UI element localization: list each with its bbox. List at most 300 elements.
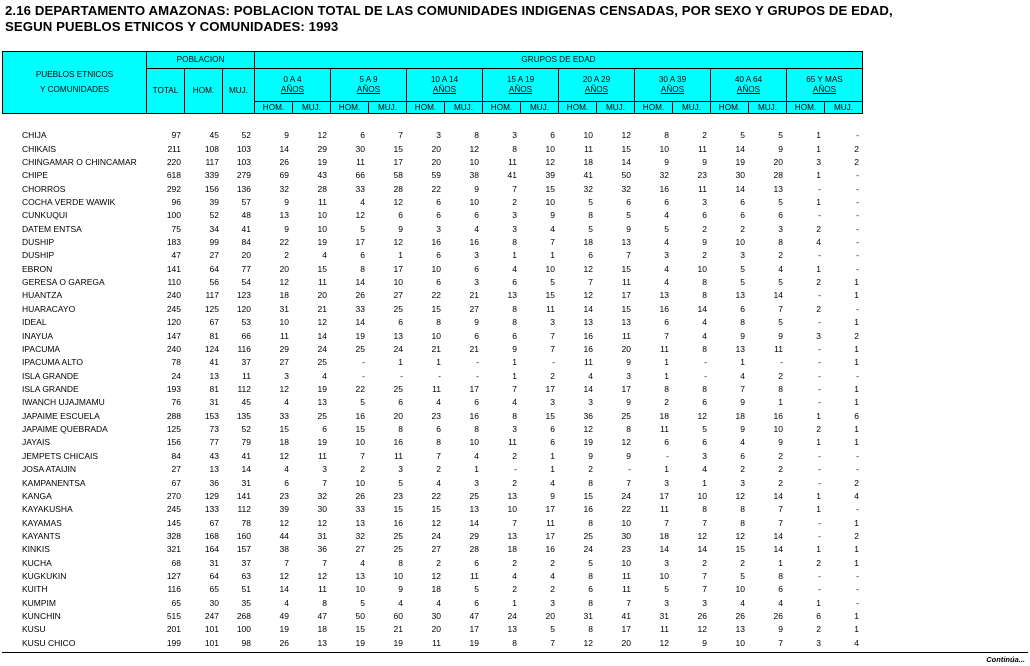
table-cell: -: [856, 237, 859, 248]
community-name: CHINGAMAR O CHINCAMAR: [22, 156, 137, 167]
table-cell: 4: [436, 397, 441, 408]
table-cell: 16: [431, 237, 441, 248]
table-cell: 15: [621, 263, 631, 274]
table-cell: 14: [355, 277, 365, 288]
table-cell: 8: [664, 130, 669, 141]
table-row: [2, 209, 862, 222]
table-cell: 11: [622, 571, 631, 582]
table-cell: 2: [512, 196, 517, 207]
table-cell: 3: [740, 477, 745, 488]
age-group-label: 15 A 19: [506, 75, 535, 84]
table-cell: 4: [360, 196, 365, 207]
table-cell: 32: [279, 183, 289, 194]
community-name: JAYAIS: [22, 437, 51, 448]
table-cell: 116: [237, 343, 251, 354]
total-header: TOTAL: [147, 69, 185, 114]
table-cell: 4: [284, 397, 289, 408]
table-cell: 43: [209, 450, 219, 461]
table-cell: 7: [550, 343, 555, 354]
table-cell: 125: [166, 424, 181, 435]
table-row: [2, 249, 862, 262]
table-cell: 8: [512, 410, 517, 421]
table-cell: 32: [659, 170, 669, 181]
table-cell: 8: [588, 477, 593, 488]
hom-sub-header: HOM.: [483, 102, 521, 114]
table-cell: 16: [583, 504, 593, 515]
table-cell: 13: [659, 290, 669, 301]
table-cell: 7: [284, 557, 289, 568]
community-name: HUANTZA: [22, 290, 63, 301]
table-cell: 17: [659, 490, 669, 501]
table-cell: 6: [360, 130, 365, 141]
table-cell: 6: [664, 437, 669, 448]
table-row: [2, 182, 862, 195]
page-title: [5, 3, 893, 35]
table-cell: 7: [588, 277, 593, 288]
table-cell: 8: [778, 571, 783, 582]
table-cell: 21: [317, 303, 327, 314]
table-cell: 5: [398, 477, 403, 488]
table-cell: 16: [469, 410, 479, 421]
table-cell: 26: [355, 490, 365, 501]
table-cell: 26: [279, 637, 289, 648]
community-name: KAYAKUSHA: [22, 504, 73, 515]
table-cell: 2: [778, 370, 783, 381]
table-cell: 18: [279, 437, 289, 448]
table-cell: 6: [550, 437, 555, 448]
table-cell: 6: [702, 210, 707, 221]
table-cell: 123: [236, 290, 251, 301]
community-name: CHIKAIS: [22, 143, 57, 154]
table-cell: 14: [583, 384, 593, 394]
table-cell: 12: [393, 196, 403, 207]
table-cell: 4: [550, 477, 555, 488]
table-cell: 23: [279, 490, 289, 501]
table-cell: 10: [659, 143, 669, 154]
table-cell: 211: [167, 143, 181, 154]
table-cell: 10: [469, 437, 479, 448]
table-cell: 16: [659, 183, 669, 194]
table-cell: 16: [773, 410, 783, 421]
community-name: KUGKUKIN: [22, 571, 67, 582]
table-cell: 41: [209, 357, 219, 368]
table-cell: 18: [317, 624, 327, 635]
table-cell: 5: [360, 397, 365, 408]
table-cell: 28: [393, 183, 403, 194]
community-name: DUSHIP: [22, 250, 55, 261]
table-cell: 11: [584, 357, 593, 368]
table-cell: 1: [816, 143, 821, 154]
table-cell: 4: [284, 597, 289, 608]
table-cell: -: [856, 183, 859, 194]
table-cell: 57: [241, 196, 251, 207]
table-cell: 117: [205, 290, 219, 301]
table-row: [2, 196, 862, 209]
table-cell: 321: [166, 544, 181, 555]
table-cell: 15: [355, 624, 365, 635]
table-cell: 13: [317, 637, 327, 648]
table-cell: 2: [854, 530, 859, 541]
table-cell: 20: [317, 290, 327, 301]
table-cell: 24: [583, 544, 593, 555]
table-cell: 3: [816, 156, 821, 167]
community-name: KAMPANENTSA: [22, 477, 86, 488]
table-cell: 36: [209, 477, 219, 488]
table-cell: 112: [237, 384, 251, 394]
table-row: [2, 610, 862, 623]
table-cell: 3: [512, 223, 517, 234]
table-cell: 13: [507, 490, 517, 501]
table-cell: 13: [507, 530, 517, 541]
age-group-header: [255, 69, 331, 102]
table-cell: 25: [317, 357, 327, 368]
table-cell: 77: [241, 263, 251, 274]
table-cell: 98: [241, 637, 251, 648]
table-cell: 6: [474, 597, 479, 608]
table-cell: 27: [209, 250, 219, 261]
table-cell: 1: [854, 557, 859, 568]
table-cell: 153: [204, 410, 219, 421]
table-cell: 3: [436, 130, 441, 141]
table-cell: 28: [469, 544, 479, 555]
table-cell: 4: [664, 277, 669, 288]
age-group-label: 5 A 9: [359, 75, 378, 84]
table-cell: 19: [317, 437, 327, 448]
table-cell: 10: [545, 143, 555, 154]
table-cell: 8: [702, 384, 707, 394]
table-cell: 13: [735, 343, 745, 354]
age-group-header: [635, 69, 711, 102]
table-cell: 5: [740, 571, 745, 582]
table-cell: 6: [436, 424, 441, 435]
table-cell: 19: [735, 156, 745, 167]
table-row: [2, 637, 862, 650]
table-cell: 1: [816, 504, 821, 515]
table-cell: -: [818, 343, 821, 354]
table-cell: 1: [512, 357, 517, 368]
table-cell: 19: [279, 624, 289, 635]
table-cell: 101: [204, 624, 219, 635]
table-cell: 10: [393, 277, 403, 288]
table-cell: -: [628, 464, 631, 475]
table-cell: 7: [436, 450, 441, 461]
table-cell: 2: [550, 584, 555, 595]
table-cell: 26: [773, 611, 783, 622]
table-cell: -: [856, 223, 859, 234]
table-cell: 15: [545, 290, 555, 301]
table-cell: 1: [854, 317, 859, 328]
table-cell: 6: [778, 584, 783, 595]
table-cell: 4: [550, 223, 555, 234]
table-cell: 12: [697, 410, 707, 421]
table-cell: 11: [318, 277, 327, 288]
table-cell: 2: [588, 464, 593, 475]
table-cell: 141: [236, 490, 251, 501]
table-row: [2, 410, 862, 423]
table-header: [2, 51, 863, 114]
table-cell: 9: [626, 450, 631, 461]
table-cell: 5: [588, 223, 593, 234]
table-cell: 8: [588, 624, 593, 635]
table-cell: 3: [322, 464, 327, 475]
table-cell: 13: [507, 290, 517, 301]
table-cell: 1: [854, 277, 859, 288]
table-cell: 16: [469, 237, 479, 248]
table-cell: 103: [236, 156, 251, 167]
poblacion-header: POBLACION: [147, 52, 255, 69]
table-cell: 15: [393, 143, 403, 154]
table-cell: 19: [317, 384, 327, 394]
table-cell: 15: [735, 544, 745, 555]
table-cell: 1: [664, 370, 669, 381]
table-row: [2, 263, 862, 276]
community-name: DATEM ENTSA: [22, 223, 82, 234]
table-cell: 20: [279, 263, 289, 274]
table-cell: 12: [279, 517, 289, 528]
table-cell: 8: [436, 317, 441, 328]
table-cell: -: [362, 357, 365, 368]
table-cell: 5: [702, 424, 707, 435]
table-row: [2, 557, 862, 570]
community-name: KUSU: [22, 624, 46, 635]
table-cell: 32: [317, 490, 327, 501]
table-cell: 23: [621, 544, 631, 555]
table-cell: 2: [702, 223, 707, 234]
table-cell: 79: [241, 437, 251, 448]
muj-sub-header: MUJ.: [293, 102, 331, 114]
table-cell: 1: [854, 384, 859, 394]
table-row: [2, 583, 862, 596]
table-cell: 11: [622, 277, 631, 288]
table-cell: -: [856, 263, 859, 274]
table-cell: -: [362, 370, 365, 381]
table-cell: 5: [664, 223, 669, 234]
table-cell: 19: [393, 637, 403, 648]
table-cell: 10: [507, 504, 517, 515]
table-cell: 19: [355, 637, 365, 648]
table-cell: 1: [816, 490, 821, 501]
table-cell: 6: [854, 410, 859, 421]
table-cell: 7: [360, 450, 365, 461]
community-name: IPACUMA ALTO: [22, 357, 83, 368]
table-cell: 16: [659, 303, 669, 314]
table-cell: -: [438, 370, 441, 381]
muj-sub-header: MUJ.: [521, 102, 559, 114]
table-cell: 76: [171, 397, 181, 408]
age-group-label: 10 A 14: [430, 75, 459, 84]
table-cell: 10: [355, 437, 365, 448]
table-cell: 5: [550, 277, 555, 288]
title-line-2: SEGUN PUEBLOS ETNICOS Y COMUNIDADES: 1993: [5, 19, 339, 34]
table-cell: 22: [431, 290, 441, 301]
table-cell: 4: [474, 450, 479, 461]
table-cell: 26: [279, 156, 289, 167]
table-cell: 6: [474, 263, 479, 274]
table-cell: 3: [398, 464, 403, 475]
table-cell: 14: [735, 183, 745, 194]
community-name: DUSHIP: [22, 237, 55, 248]
table-cell: -: [818, 571, 821, 582]
age-group-header: [559, 69, 635, 102]
table-cell: 22: [621, 504, 631, 515]
table-cell: 53: [241, 317, 251, 328]
table-cell: 6: [816, 611, 821, 622]
table-cell: -: [818, 384, 821, 394]
table-cell: 67: [209, 517, 219, 528]
table-cell: 3: [740, 250, 745, 261]
table-cell: 30: [317, 504, 327, 515]
table-cell: 16: [583, 343, 593, 354]
table-cell: -: [818, 450, 821, 461]
table-cell: 7: [626, 597, 631, 608]
table-cell: -: [818, 357, 821, 368]
table-cell: 22: [279, 237, 289, 248]
table-cell: 15: [545, 410, 555, 421]
table-cell: 5: [550, 624, 555, 635]
table-cell: 30: [735, 170, 745, 181]
table-cell: 112: [237, 504, 251, 515]
table-cell: 4: [588, 370, 593, 381]
table-cell: 125: [204, 303, 219, 314]
table-cell: 31: [659, 611, 669, 622]
table-cell: 9: [702, 637, 707, 648]
table-cell: 8: [512, 317, 517, 328]
table-cell: 6: [474, 557, 479, 568]
table-cell: 9: [626, 223, 631, 234]
community-name: JAPAIME QUEBRADA: [22, 424, 108, 435]
table-cell: 3: [702, 196, 707, 207]
table-cell: 2: [854, 156, 859, 167]
table-cell: -: [780, 357, 783, 368]
table-cell: 7: [550, 330, 555, 341]
table-cell: 19: [317, 237, 327, 248]
table-cell: 31: [583, 611, 593, 622]
table-cell: 8: [360, 263, 365, 274]
community-name: IDEAL: [22, 317, 47, 328]
table-cell: 12: [621, 437, 631, 448]
table-cell: 38: [469, 170, 479, 181]
table-cell: -: [514, 464, 517, 475]
table-cell: 45: [241, 397, 251, 408]
table-cell: 1: [816, 170, 821, 181]
age-group-label: 40 A 64: [734, 75, 763, 84]
table-cell: 9: [740, 424, 745, 435]
table-cell: 22: [355, 384, 365, 394]
table-cell: 2: [778, 464, 783, 475]
muj-sub-header: MUJ.: [825, 102, 863, 114]
table-cell: 1: [816, 263, 821, 274]
table-cell: 7: [664, 517, 669, 528]
table-cell: 12: [317, 130, 327, 141]
table-cell: 15: [583, 490, 593, 501]
community-name: EBRON: [22, 263, 53, 274]
table-cell: 13: [621, 317, 631, 328]
table-cell: 16: [545, 544, 555, 555]
table-cell: 3: [778, 223, 783, 234]
table-cell: 133: [204, 504, 219, 515]
table-row: [2, 476, 862, 489]
table-cell: 7: [512, 183, 517, 194]
table-cell: 33: [355, 303, 365, 314]
table-cell: 6: [474, 330, 479, 341]
table-cell: 26: [697, 611, 707, 622]
table-cell: 4: [474, 223, 479, 234]
table-cell: 10: [317, 223, 327, 234]
table-cell: 141: [166, 263, 181, 274]
table-cell: 157: [236, 544, 251, 555]
table-cell: 6: [436, 250, 441, 261]
table-cell: 18: [583, 237, 593, 248]
table-cell: 8: [398, 424, 403, 435]
table-cell: 11: [508, 437, 517, 448]
table-cell: 9: [778, 330, 783, 341]
table-cell: 32: [355, 530, 365, 541]
table-cell: 3: [474, 277, 479, 288]
table-cell: 27: [393, 290, 403, 301]
table-cell: 24: [621, 490, 631, 501]
table-cell: 2: [778, 450, 783, 461]
table-cell: 11: [698, 183, 707, 194]
table-row: [2, 289, 862, 302]
table-cell: 11: [318, 584, 327, 595]
table-cell: 3: [512, 210, 517, 221]
table-cell: 12: [279, 450, 289, 461]
table-cell: 15: [317, 263, 327, 274]
table-cell: 19: [583, 437, 593, 448]
table-cell: 160: [236, 530, 251, 541]
table-cell: 14: [773, 490, 783, 501]
table-cell: 2: [816, 424, 821, 435]
table-cell: 29: [279, 343, 289, 354]
table-cell: 8: [702, 290, 707, 301]
grupos-header: GRUPOS DE EDAD: [255, 52, 863, 69]
table-cell: 201: [166, 624, 181, 635]
table-cell: 6: [702, 397, 707, 408]
table-row: [2, 396, 862, 409]
table-cell: 30: [621, 530, 631, 541]
table-cell: 78: [171, 357, 181, 368]
table-cell: 8: [778, 237, 783, 248]
table-cell: 12: [393, 237, 403, 248]
table-cell: -: [704, 357, 707, 368]
table-cell: 17: [393, 263, 403, 274]
table-cell: 5: [588, 557, 593, 568]
data-table: [2, 129, 862, 650]
table-cell: 9: [398, 584, 403, 595]
table-cell: 1: [854, 517, 859, 528]
table-cell: 145: [166, 517, 181, 528]
table-row: [2, 356, 862, 369]
table-cell: 3: [664, 250, 669, 261]
community-name: CUNKUQUI: [22, 210, 68, 221]
age-group-header: [407, 69, 483, 102]
table-cell: 18: [279, 290, 289, 301]
table-cell: 12: [279, 277, 289, 288]
table-cell: 11: [280, 330, 289, 341]
table-cell: 8: [474, 424, 479, 435]
table-cell: 3: [702, 450, 707, 461]
table-cell: 1: [854, 290, 859, 301]
table-cell: 96: [171, 196, 181, 207]
table-cell: 11: [584, 143, 593, 154]
table-cell: 7: [778, 504, 783, 515]
table-cell: 10: [621, 557, 631, 568]
table-cell: 20: [241, 250, 251, 261]
table-row: [2, 223, 862, 236]
table-cell: 4: [664, 237, 669, 248]
table-cell: 39: [545, 170, 555, 181]
table-cell: 10: [773, 424, 783, 435]
